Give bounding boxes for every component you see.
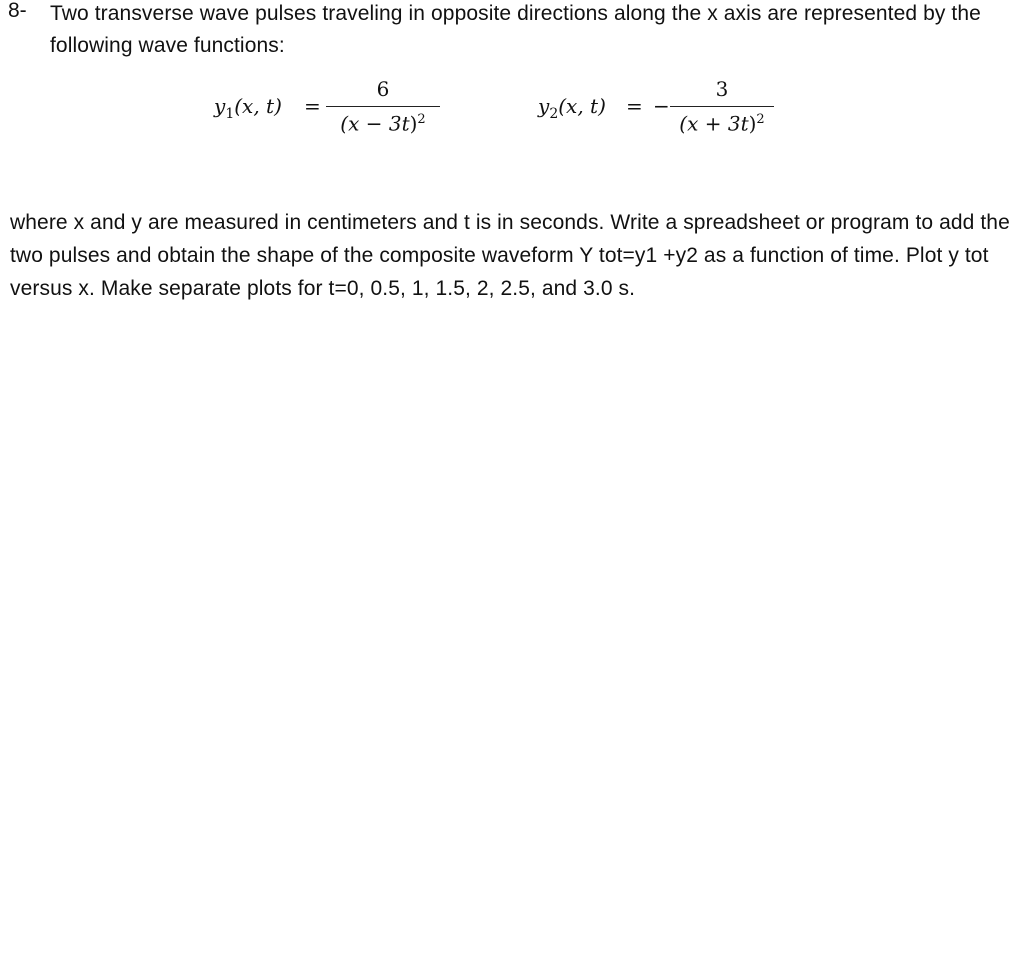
- equation-y1-den-open: (x − 3: [340, 111, 402, 136]
- equation-y2-fraction: [670, 74, 774, 137]
- equation-y1-den-close: ): [409, 111, 418, 136]
- equation-y2-equals: =: [626, 94, 643, 118]
- equation-y2-var: y: [538, 94, 550, 118]
- equation-y1-denominator: [326, 107, 440, 137]
- question-intro: Two transverse wave pulses traveling in opposite directions along the x axis are represented by the following wave functions:: [50, 2, 981, 57]
- equation-y2-minus: −: [653, 94, 670, 118]
- equation-y2-subscript: 2: [549, 106, 559, 122]
- equation-y2-denominator: [670, 107, 774, 137]
- equation-y1-subscript: 1: [225, 106, 235, 122]
- equation-y2-args: (x, t): [558, 94, 606, 118]
- equation-y1-numerator: 6: [376, 77, 390, 101]
- equation-y2-lhs: [538, 94, 606, 122]
- equation-y1-lhs: [214, 94, 282, 122]
- equation-y1-equals: =: [304, 94, 321, 118]
- equation-y1-exponent: 2: [417, 112, 426, 127]
- equation-y1-args: (x, t): [234, 94, 282, 118]
- equation-y2-den-t: t: [740, 111, 749, 136]
- equation-y2-den-close: ): [748, 111, 757, 136]
- equation-y1: [214, 74, 444, 140]
- equation-y1-fraction: [326, 74, 440, 137]
- problem-body-text: where x and y are measured in centimeters and t is in seconds. Write a spreadsheet or program to add the two pulses and obtain the shape of the composite waveform Y tot=y1 +y2 as a function of time. Plot y tot versus x. Make separate plots for t=0, 0.5, 1, 1.5, 2, 2.5, and 3.0 s.: [10, 211, 1010, 300]
- question-number: 8-: [8, 0, 27, 22]
- equation-y1-var: y: [214, 94, 226, 118]
- equation-y1-den-t: t: [401, 111, 410, 136]
- equation-y2-den-open: (x + 3: [679, 111, 741, 136]
- equation-y2: [538, 74, 798, 140]
- equation-y2-exponent: 2: [756, 112, 765, 127]
- equation-y2-numerator: 3: [715, 77, 729, 101]
